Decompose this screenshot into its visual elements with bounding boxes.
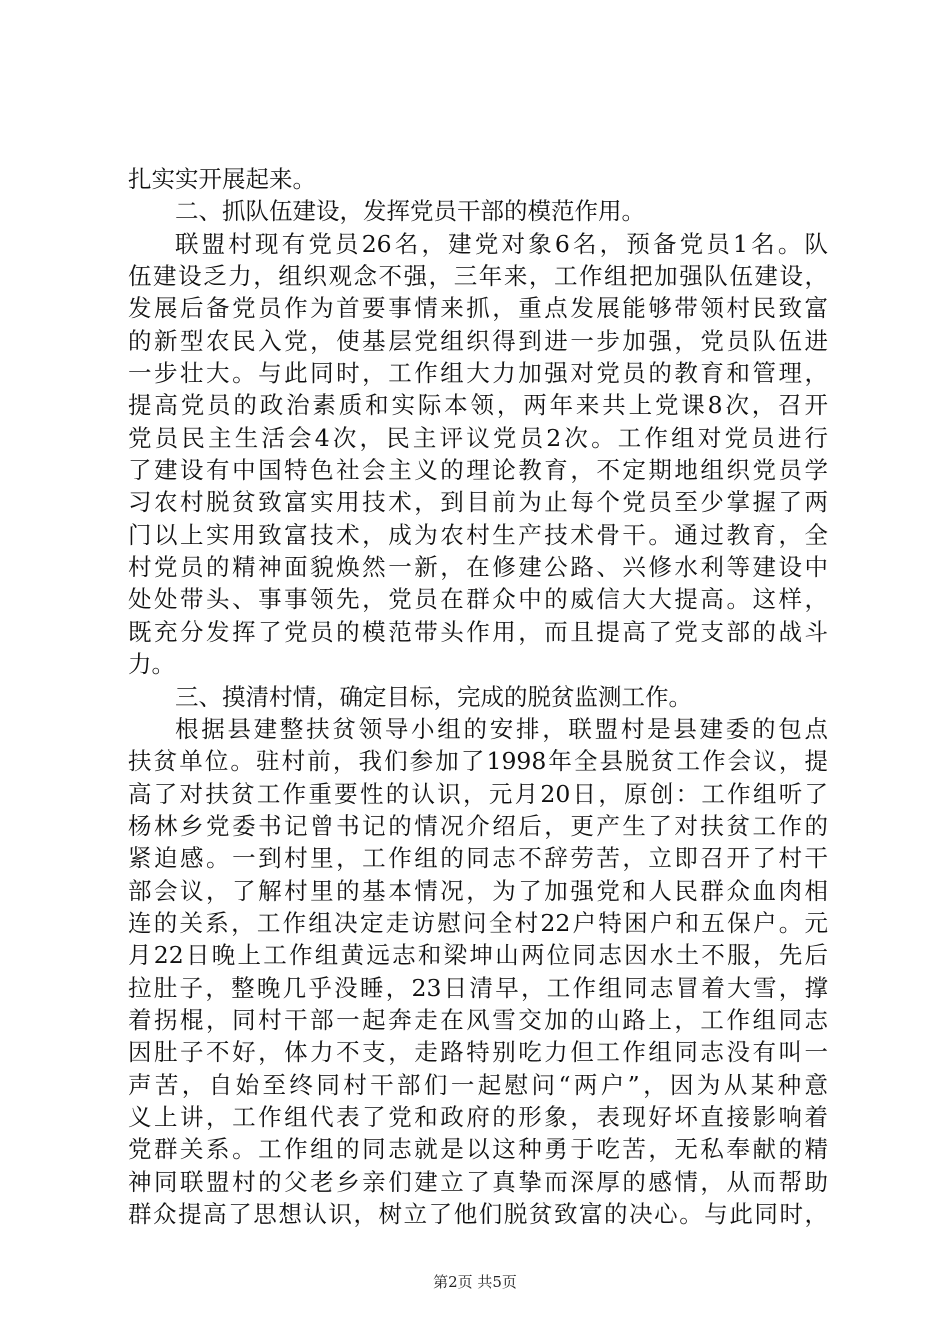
text-line: 部会议，了解村里的基本情况，为了加强党和人民群众血肉相 [128,876,828,905]
text-line: 紧迫感。一到村里，工作组的同志不辞劳苦，立即召开了村干 [128,844,828,873]
body-text [128,163,828,1230]
text-line: 习农村脱贫致富实用技术，到目前为止每个党员至少掌握了两 [128,488,828,517]
text-line: 提高党员的政治素质和实际本领，两年来共上党课8次，召开 [128,391,828,420]
text-line: 扶贫单位。驻村前，我们参加了1998年全县脱贫工作会议，提 [128,747,828,776]
text-line: 三、摸清村情，确定目标，完成的脱贫监测工作。 [175,682,692,711]
text-line: 门以上实用致富技术，成为农村生产技术骨干。通过教育，全 [128,520,828,549]
text-line: 月22日晚上工作组黄远志和梁坤山两位同志因水土不服，先后 [128,941,828,970]
text-line: 一步壮大。与此同时，工作组大力加强对党员的教育和管理， [128,359,828,388]
text-line: 神同联盟村的父老乡亲们建立了真挚而深厚的感情，从而帮助 [128,1167,828,1196]
text-line: 发展后备党员作为首要事情来抓，重点发展能够带领村民致富 [128,294,828,323]
text-line: 声苦，自始至终同村干部们一起慰问“两户”，因为从某种意 [128,1070,828,1099]
text-line: 拉肚子，整晚几乎没睡，23日清早，工作组同志冒着大雪，撑 [128,973,828,1002]
text-line: 伍建设乏力，组织观念不强，三年来，工作组把加强队伍建设， [128,262,828,291]
text-line: 处处带头、事事领先，党员在群众中的威信大大提高。这样， [128,585,828,614]
text-line: 着拐棍，同村干部一起奔走在风雪交加的山路上，工作组同志 [128,1005,828,1034]
text-line: 因肚子不好，体力不支，走路特别吃力但工作组同志没有叫一 [128,1038,828,1067]
text-line: 联盟村现有党员26名，建党对象6名，预备党员1名。队 [175,229,828,258]
page-footer: 第2页 共5页 [433,1273,517,1291]
text-line: 高了对扶贫工作重要性的认识，元月20日，原创：工作组听了 [128,779,828,808]
text-line: 连的关系，工作组决定走访慰问全村22户特困户和五保户。元 [128,908,828,937]
text-line: 扎实实开展起来。 [128,165,316,193]
text-line: 村党员的精神面貌焕然一新，在修建公路、兴修水利等建设中 [128,553,828,582]
text-line: 根据县建整扶贫领导小组的安排，联盟村是县建委的包点 [175,714,828,743]
text-line: 二、抓队伍建设，发挥党员干部的模范作用。 [175,197,645,226]
text-line: 的新型农民入党，使基层党组织得到进一步加强，党员队伍进 [128,326,828,355]
text-line: 群众提高了思想认识，树立了他们脱贫致富的决心。与此同时， [128,1200,828,1228]
text-line: 既充分发挥了党员的模范带头作用，而且提高了党支部的战斗 [128,617,828,646]
text-line: 杨林乡党委书记曾书记的情况介绍后，更产生了对扶贫工作的 [128,811,828,840]
text-line: 了建设有中国特色社会主义的理论教育，不定期地组织党员学 [128,456,828,485]
text-line: 力。 [128,650,175,679]
text-line: 义上讲，工作组代表了党和政府的形象，表现好坏直接影响着 [128,1102,828,1131]
text-line: 党员民主生活会4次，民主评议党员2次。工作组对党员进行 [128,423,828,452]
text-line: 党群关系。工作组的同志就是以这种勇于吃苦，无私奉献的精 [128,1135,828,1164]
